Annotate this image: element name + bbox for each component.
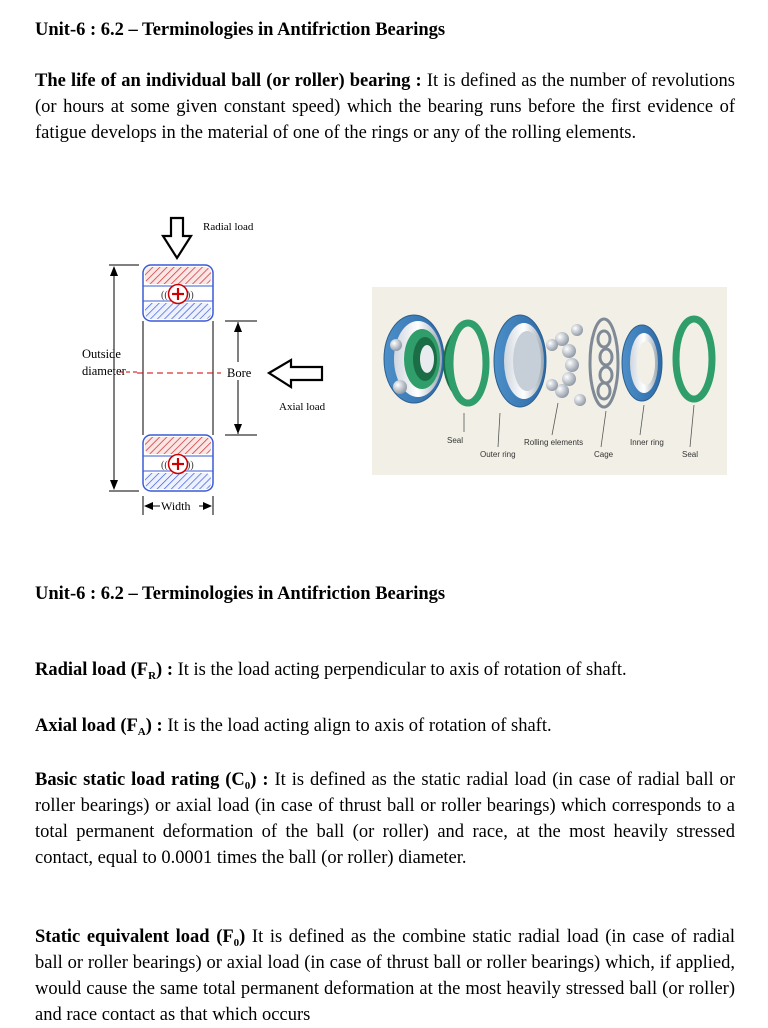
static-equivalent-load-term: Static equivalent load $(F_0)$ bbox=[35, 927, 246, 949]
static-load-rating-definition bbox=[35, 767, 735, 871]
axial-load-arrow bbox=[269, 360, 322, 387]
axial-load-term: Axial load $(F_A)$ : bbox=[35, 716, 163, 738]
axial-load-text: It is the load acting align to axis of rotation of shaft. bbox=[162, 716, 552, 736]
life-term: The life of an individual ball (or roller) bearing : bbox=[35, 71, 422, 91]
radial-load-term: Radial load $(F_R)$ : bbox=[35, 660, 173, 682]
life-text: It is defined as the number of revolutions (or hours at some given constant speed) which the bearing runs before the first evidence of fatigue develops in the material of one of the rings or any of the rolling elements. bbox=[35, 71, 735, 143]
width-label: Width bbox=[161, 499, 191, 513]
static-equivalent-load-definition bbox=[35, 924, 735, 1028]
svg-text:((: (( bbox=[161, 290, 168, 301]
static-equivalent-load-text: It is defined as the combine static radial load (in case of radial ball or roller bearings) or axial load (in case of thrust ball or roller bearings) which, if applied, would cause the same total permanent deformation at the most heavily stressed ball (or roller) and race contact as that which occurs bbox=[35, 927, 735, 1025]
radial-load-arrow bbox=[163, 218, 191, 258]
cage-label: Cage bbox=[594, 450, 614, 459]
outer-ring-label: Outer ring bbox=[480, 450, 516, 459]
bearing-cross-section-diagram bbox=[75, 210, 345, 520]
section-heading: Unit-6 : 6.2 – Terminologies in Antifriction Bearings bbox=[35, 584, 446, 604]
radial-load-label: Radial load bbox=[203, 221, 254, 233]
exploded-bearing-image bbox=[372, 287, 727, 475]
radial-load-definition bbox=[35, 659, 627, 681]
svg-text:((: (( bbox=[161, 460, 168, 471]
bottom-ring-section bbox=[143, 435, 213, 491]
axial-load-definition bbox=[35, 715, 552, 737]
radial-load-text: It is the load acting perpendicular to axis of rotation of shaft. bbox=[172, 660, 627, 680]
inner-ring-label: Inner ring bbox=[630, 438, 664, 447]
bore-label: Bore bbox=[227, 366, 252, 380]
axial-load-label: Axial load bbox=[279, 401, 326, 413]
top-ring-section bbox=[143, 265, 213, 321]
assembled-bearing bbox=[384, 315, 444, 403]
svg-text:)): )) bbox=[187, 290, 194, 301]
inner-ring-shape bbox=[622, 325, 662, 401]
life-definition bbox=[35, 68, 735, 146]
page-heading: Unit-6 : 6.2 – Terminologies in Antifriction Bearings bbox=[35, 20, 446, 40]
outside-label: Outside bbox=[82, 347, 121, 361]
static-load-rating-term: Basic static load rating $(C_0)$ : bbox=[35, 770, 269, 792]
static-load-rating-text: It is defined as the static radial load (in case of radial ball or roller bearings) or axial load (in case of thrust ball or roller bearings) which corresponds to a total permanent deformation of the ball (or roller) and race, at the most heavily stressed contact, equal to 0.0001 times the ball (or roller) diameter. bbox=[35, 770, 735, 868]
diameter-label: diameter bbox=[82, 364, 126, 378]
seal-right-label: Seal bbox=[682, 450, 699, 459]
outer-ring-shape bbox=[494, 315, 546, 407]
seal-left-label: Seal bbox=[447, 436, 464, 445]
svg-text:)): )) bbox=[187, 460, 194, 471]
rolling-elements-label: Rolling elements bbox=[524, 438, 584, 447]
